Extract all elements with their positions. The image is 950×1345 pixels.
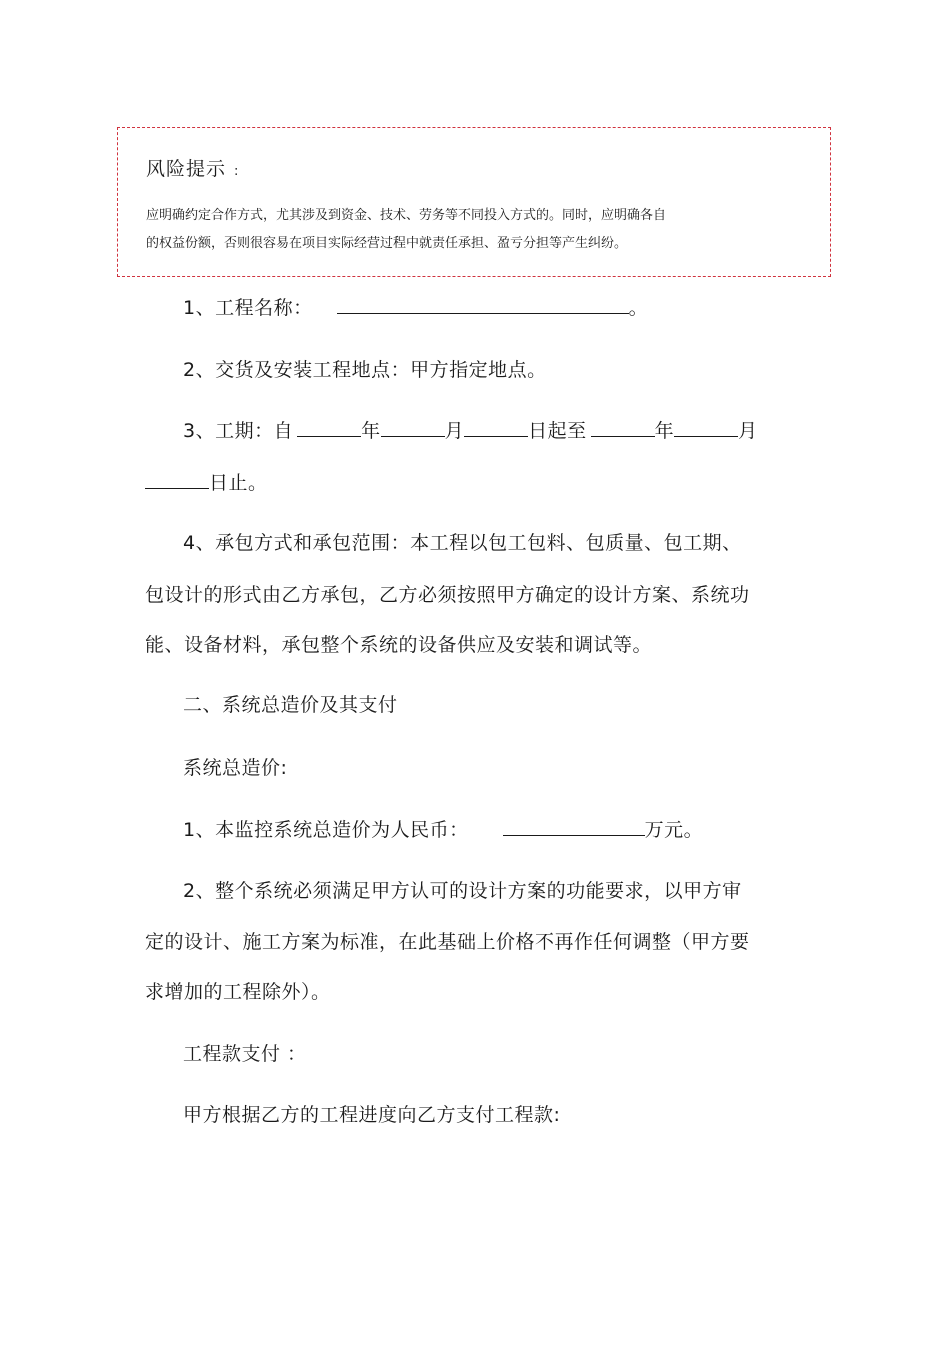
price-amount-blank[interactable] xyxy=(503,815,645,836)
end-day-label: 日止。 xyxy=(209,472,268,494)
total-price-label: 系统总造价: xyxy=(183,757,288,779)
risk-line-1: 应明确约定合作方式，尤其涉及到资金、技术、劳务等不同投入方式的。同时，应明确各自 xyxy=(146,208,667,223)
clause-3-cont xyxy=(145,468,268,495)
price-clause-1-label: 1、本监控系统总造价为人民币： xyxy=(183,819,469,841)
clause-1-label: 1、工程名称： xyxy=(183,297,313,319)
clause-4-line-3: 能、设备材料，承包整个系统的设备供应及安装和调试等。 xyxy=(145,634,653,656)
risk-line-2: 的权益份额，否则很容易在项目实际经营过程中就责任承担、盈亏分担等产生纠纷。 xyxy=(146,236,628,251)
end-year-blank[interactable] xyxy=(591,416,655,437)
start-month-blank[interactable] xyxy=(381,416,445,437)
start-year-label: 年 xyxy=(361,420,381,442)
start-day-label: 日起至 xyxy=(528,420,587,442)
start-day-blank[interactable] xyxy=(464,416,528,437)
price-clause-2-line-2: 定的设计、施工方案为标准，在此基础上价格不再作任何调整（甲方要 xyxy=(145,931,750,953)
payment-label: 工程款支付 ： xyxy=(183,1043,307,1065)
clause-3 xyxy=(183,416,758,443)
start-year-blank[interactable] xyxy=(297,416,361,437)
start-month-label: 月 xyxy=(444,420,465,442)
clause-4-line-1: 4、承包方式和承包范围：本工程以包工包料、包质量、包工期、 xyxy=(183,532,742,554)
clause-1-end: 。 xyxy=(628,297,649,319)
end-day-blank[interactable] xyxy=(145,468,209,489)
price-unit: 万元。 xyxy=(644,819,704,841)
end-month-blank[interactable] xyxy=(674,416,738,437)
risk-notice-box xyxy=(117,127,831,277)
risk-notice-title xyxy=(146,154,239,181)
clause-3-prefix: 3、工期：自 xyxy=(183,420,294,442)
end-year-label: 年 xyxy=(654,420,675,442)
clause-2: 2、交货及安装工程地点：甲方指定地点。 xyxy=(183,359,547,381)
risk-title-colon: : xyxy=(234,164,240,179)
clause-1 xyxy=(183,293,648,320)
risk-title-text: 风险提示 xyxy=(146,158,227,180)
payment-text: 甲方根据乙方的工程进度向乙方支付工程款: xyxy=(183,1104,561,1126)
price-clause-1 xyxy=(183,815,703,842)
risk-notice-body xyxy=(146,202,786,258)
project-name-blank[interactable] xyxy=(337,293,629,314)
end-month-label: 月 xyxy=(738,420,758,442)
section-2-heading: 二、系统总造价及其支付 xyxy=(183,694,398,716)
price-clause-2-line-1: 2、整个系统必须满足甲方认可的设计方案的功能要求，以甲方审 xyxy=(183,880,742,902)
clause-4-line-2: 包设计的形式由乙方承包，乙方必须按照甲方确定的设计方案、系统功 xyxy=(145,584,750,606)
price-clause-2-line-3: 求增加的工程除外）。 xyxy=(145,981,331,1003)
